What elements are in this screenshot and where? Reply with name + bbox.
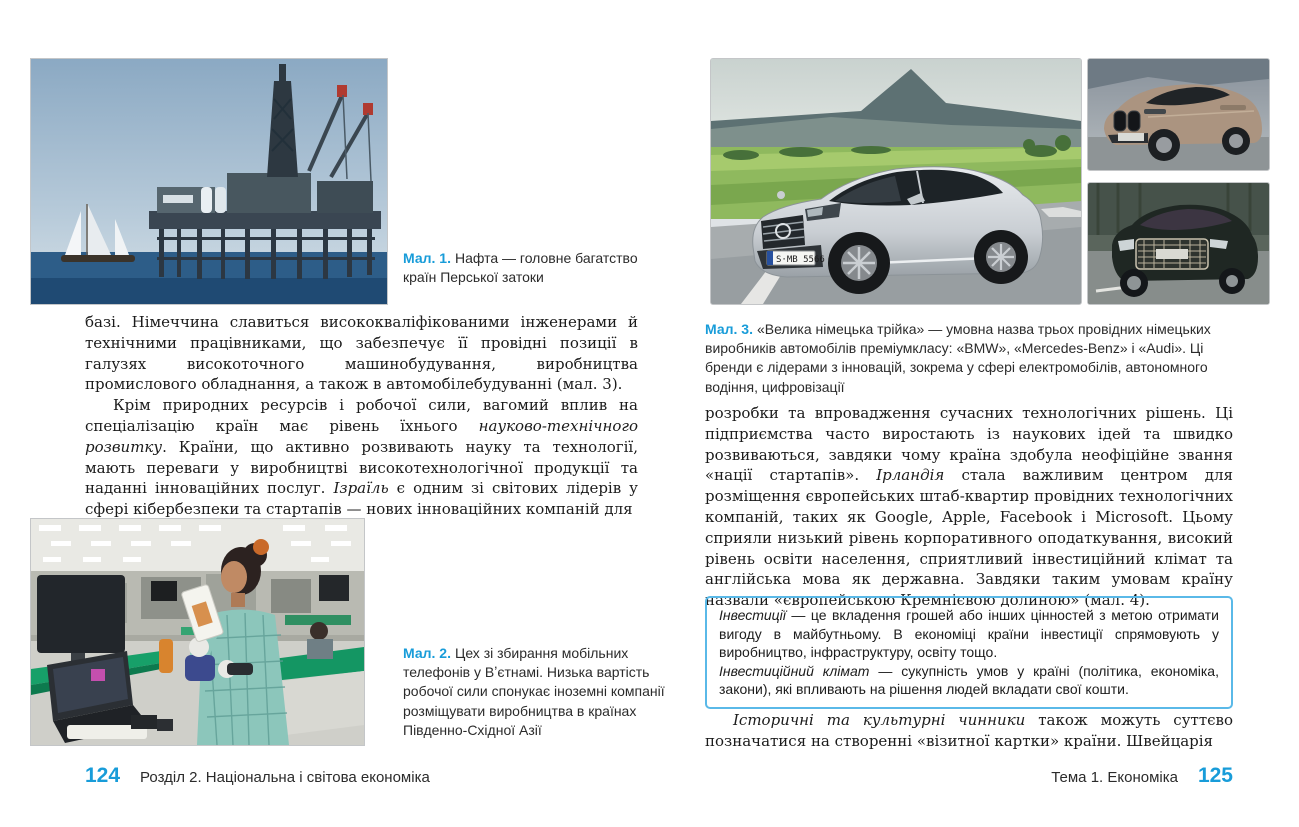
- right-page-number: 125: [1197, 764, 1233, 787]
- definition-investments: Інвестиції — це вкладення грошей або інших цінностей з метою отримати вигоду в майбутньому. В економіці країни інвестиції спрямовують у виробництво, інфраструктуру, освіту тощо.: [719, 607, 1219, 661]
- left-page-number: 124: [85, 764, 121, 787]
- figure1-label: Мал. 1.: [403, 250, 451, 266]
- paragraph: базі. Німеччина славиться висококваліфікованими інженерами й технічними працівниками, що забезпечує її провідні позиції в галузях високоточного машинобудування, виробництва промислового обладнання, а також в автомобілебудуванні (мал. 3).: [85, 313, 638, 394]
- figure2-caption: [403, 644, 665, 740]
- bmw-illustration: [1088, 59, 1269, 170]
- figure3-caption: [705, 320, 1245, 397]
- left-page-footer: [85, 764, 430, 788]
- license-plate-text: S·MB 5566: [776, 255, 825, 265]
- paragraph: розробки та впровадження сучасних технологічних рішень. Ці підприємства часто виростають із наукових ідей та швидко розвиваються, завдяки чому країна здобула неофіційне звання «нації стартапів». Ірландія стала важливим центром для розміщення європейських штаб-квартир провідних технологічних компаній, таких як Google, Apple, Facebook і Microsoft. Цьому сприяли низький рівень корпоративного оподаткування, високий рівень освіти населення, сприятливий інвестиційний клімат та англійська мова як державна. Завдяки таким умовам країну назвали «європейською Кремнієвою долиною» (мал. 4).: [705, 404, 1233, 610]
- figure2-caption-text: Цех зі збирання мобільних телефонів у Вʼєтнамі. Низька вартість робочої сили спонукає іноземні компанії розміщувати виробництва в країнах Південно-Східної Азії: [403, 645, 665, 738]
- oil-rig-illustration: [31, 59, 387, 304]
- paragraph: Історичні та культурні чинники також можуть суттєво позначатися на створенні «візитної картки» країни. Швейцарія: [705, 711, 1233, 750]
- mercedes-illustration: [711, 59, 1081, 304]
- factory-photo: [30, 518, 365, 746]
- term-investments: Інвестиції: [719, 607, 786, 623]
- figure3-photo-block: [710, 58, 1270, 305]
- right-page-body-continued: [705, 710, 1233, 752]
- audi-photo: [1087, 182, 1270, 305]
- right-page-footer: [705, 764, 1233, 788]
- paragraph: Крім природних ресурсів і робочої сили, вагомий вплив на спеціалізацію країн має рівень їхнього науково-технічного розвитку. Країни, що активно розвивають науку та технології, мають переваги у виробництві високотехнологічної продукції та наданні інноваційних послуг. Ізраїль є одним зі світових лідерів у сфері кібербезпеки та стартапів — нових інноваційних компаній для: [85, 396, 638, 519]
- theme-title: Тема 1. Економіка: [1051, 769, 1178, 786]
- term-investment-climate: Інвестиційний клімат: [719, 662, 870, 679]
- right-page-body: [705, 403, 1233, 611]
- left-page-body: [85, 312, 638, 520]
- figure3-caption-text: «Велика німецька трійка» — умовна назва трьох провідних німецьких виробників автомобілів преміумкласу: «BMW», «Mercedes-Benz» і «Audi». Ці бренди є лідерами з інновацій, зокрема у сфері електромобілів, автономного водіння, цифровізації: [705, 321, 1211, 395]
- bmw-photo: [1087, 58, 1270, 171]
- figure1-caption: [403, 249, 659, 287]
- mercedes-photo: [710, 58, 1082, 305]
- definition-box: [705, 596, 1233, 709]
- definition-investment-climate: Інвестиційний клімат — сукупність умов у країні (політика, економіка, закони), які впливають на рішення людей вкладати свої кошти.: [719, 662, 1219, 698]
- figure3-label: Мал. 3.: [705, 321, 753, 337]
- audi-illustration: [1088, 183, 1269, 304]
- oil-rig-photo: [30, 58, 388, 305]
- figure1-caption-text: Нафта — головне багатство країн Перської затоки: [403, 250, 638, 286]
- section-title: Розділ 2. Національна і світова економіка: [140, 769, 430, 786]
- figure2-label: Мал. 2.: [403, 645, 451, 661]
- factory-illustration: [31, 519, 364, 745]
